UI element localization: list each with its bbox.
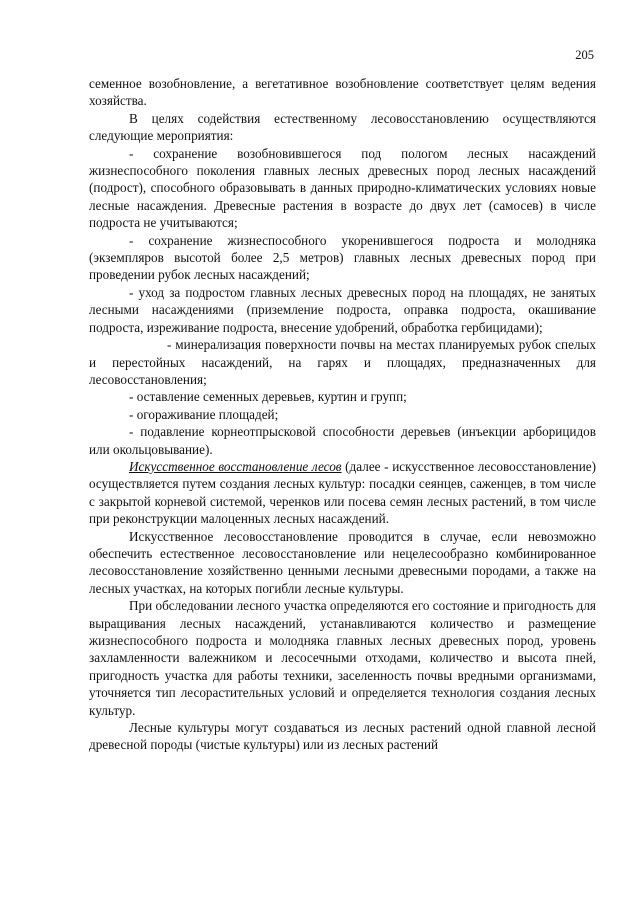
body-text <box>89 75 596 754</box>
list-item-root-suppression: - подавление корнеотпрысковой способности деревьев (инъекции арборицидов или окольцовывание). <box>89 424 596 457</box>
paragraph-artificial-conditions: Искусственное лесовосстановление проводится в случае, если невозможно обеспечить естественное лесовосстановление или нецелесообразно комбинированное лесовосстановление хозяйственно ценными лесными древесными породами, а также на лесных участках, на которых погибли лесные культуры. <box>89 528 596 596</box>
list-item-soil-mineralization: - минерализация поверхности почвы на местах планируемых рубок спелых и перестойных насаждений, на гарях и площадях, предназначенных для лесовосстановления; <box>89 337 596 387</box>
list-item-preserve-rooted-undergrowth: - сохранение жизнеспособного укоренившегося подроста и молодняка (экземпляров высотой более 2,5 метров) главных лесных древесных пород при проведении рубок лесных насаждений; <box>89 232 596 283</box>
list-item-seed-trees: - оставление семенных деревьев, куртин и групп; <box>129 389 407 405</box>
term-artificial-restoration: Искусственное восстановление лесов <box>129 458 342 474</box>
paragraph-forest-cultures: Лесные культуры могут создаваться из лесных растений одной главной лесной древесной породы (чистые культуры) или из лесных растений <box>89 720 596 753</box>
paragraph-continuation: семенное возобновление, а вегетативное возобновление соответствует целям ведения хозяйства. <box>89 76 596 109</box>
list-item-fencing: - огораживание площадей; <box>129 406 279 422</box>
paragraph-artificial-restoration <box>89 458 596 528</box>
paragraph-artificial-restoration-text: (далее - искусственное лесовосстановление) осуществляется путем создания лесных культур: посадки сеянцев, саженцев, в том числе с закрытой корневой системой, черенков или посева семян лесных растений, в том числе при реконструкции малоценных лесных насаждений. <box>89 458 597 527</box>
paragraph-site-survey: При обследовании лесного участка определяются его состояние и пригодность для выращивания лесных насаждений, устанавливаются количество и размещение жизнеспособного подроста и молодняка главных лесных древесных пород, уровень захламленности валежником и лесосечными отходами, количество и высота пней, пригодность участка для работы техники, заселенность почвы вредными организмами, уточняется тип лесорастительных условий и определяется технология создания лесных культур. <box>89 598 596 718</box>
page-number: 205 <box>575 48 594 62</box>
list-item-preserve-undergrowth: - сохранение возобновившегося под пологом лесных насаждений жизнеспособного поколения главных лесных древесных пород лесных насаждений (подрост), способного образовывать в данных природно-климатических условиях новые лесные насаждения. Древесные растения в возрасте до двух лет (самосев) в числе подроста не учитываются; <box>89 145 596 231</box>
paragraph-measures-intro: В целях содействия естественному лесовосстановлению осуществляются следующие мероприятия: <box>89 110 596 144</box>
list-item-undergrowth-care: - уход за подростом главных лесных древесных пород на площадях, не занятых лесными насаждениями (приземление подроста, оправка подроста, окашивание подроста, изреживание подроста, внесение удобрений, обработка гербицидами); <box>89 284 596 335</box>
